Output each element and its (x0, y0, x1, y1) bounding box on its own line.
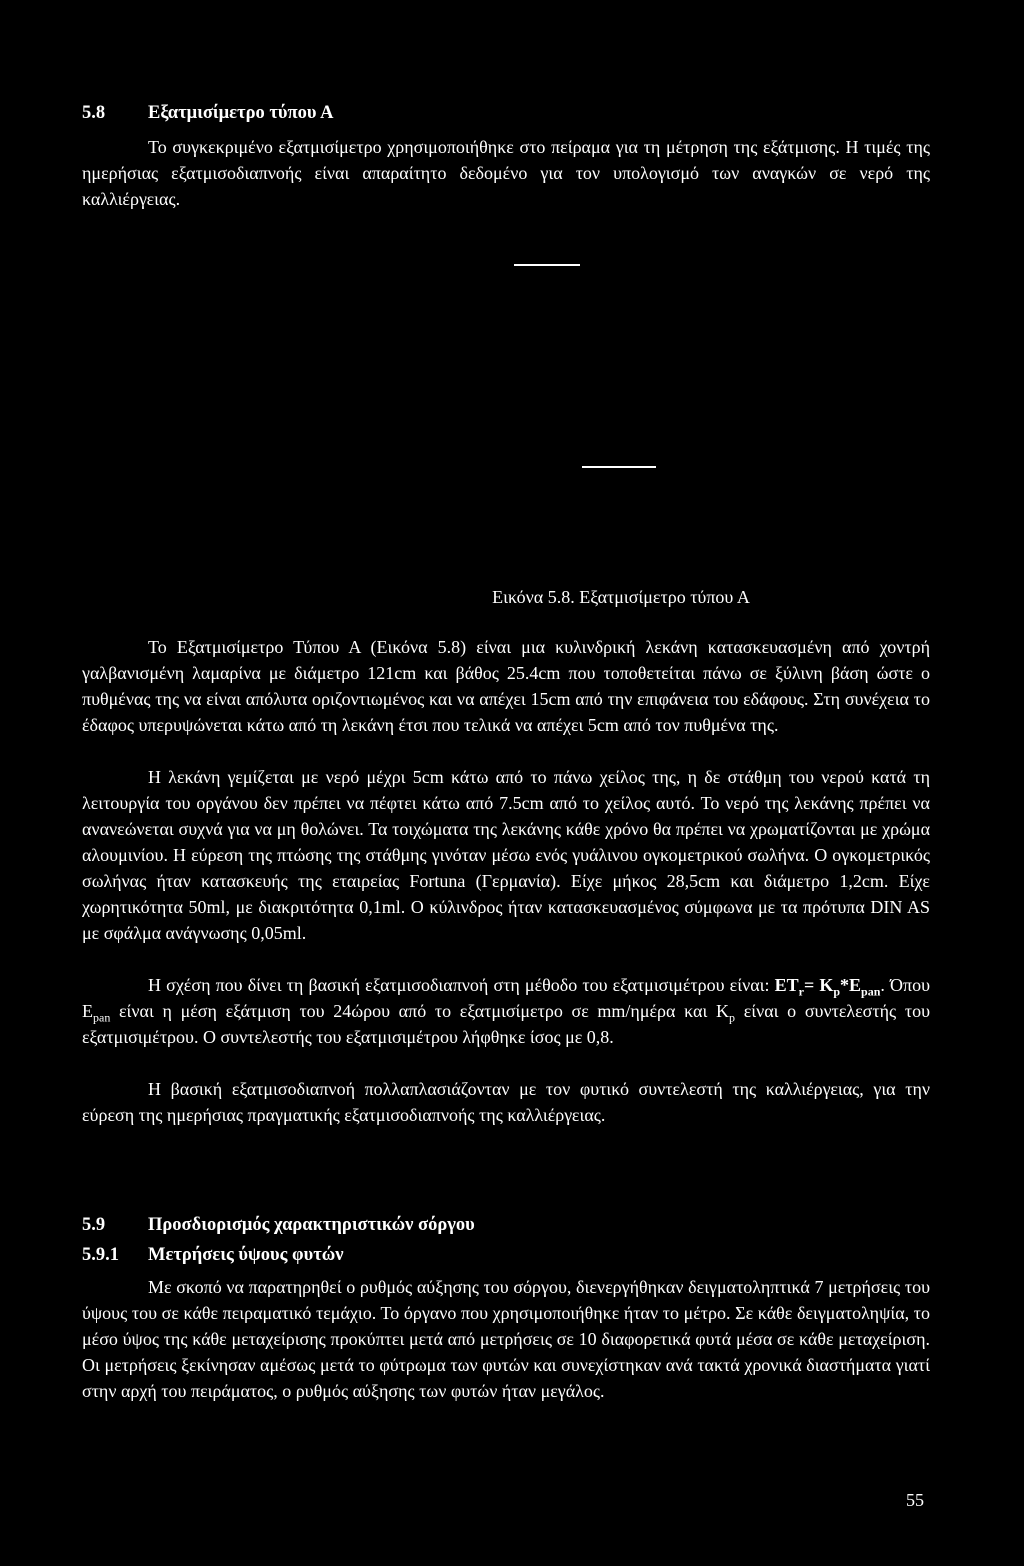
body-paragraph: Η λεκάνη γεμίζεται με νερό μέχρι 5cm κάτω από το πάνω χείλος της, η δε στάθμη του νερού κατά τη λειτουργία του οργάνου δεν πρέπει να πέφτει κάτω από 7.5cm από το χείλος αυτό. Το νερό της λεκάνης πρέπει να ανανεώνεται συχνά για να μη θολώνει. Τα τοιχώματα της λεκάνης κάθε χρόνο θα πρέπει να χρωματίζονται με χρώμα αλουμινίου. Η εύρεση της πτώσης της στάθμης γινόταν μέσω ενός γυάλινου ογκομετρικού σωλήνα. Ο ογκομετρικός σωλήνας ήταν κατασκευής της εταιρείας Fortuna (Γερμανία). Είχε μήκος 28,5cm και διάμετρο 1,2cm. Είχε χωρητικότητα 50ml, με διακριτότητα 0,1ml. Ο κύλινδρος ήταν κατασκευασμένος σύμφωνα με τα πρότυπα DIN AS με σφάλμα ανάγνωσης 0,05ml. (82, 767, 930, 943)
body-paragraph: Το Εξατμισίμετρο Τύπου Α (Εικόνα 5.8) είναι μια κυλινδρική λεκάνη κατασκευασμένη από χοντρή γαλβανισμένη λαμαρίνα με διάμετρο 121cm και βάθος 25.4cm που τοποθετείται πάνω σε ξύλινη βάση ώστε ο πυθμένας της να είναι απόλυτα οριζοντιωμένος και να απέχει 15cm από την επιφάνεια του εδάφους. Στη συνέχεια το έδαφος υπερυψώνεται κάτω από τη λεκάνη έτσι που τελικά να απέχει 5cm από τον πυθμένα της. (82, 637, 930, 735)
figure-mark-top (514, 264, 580, 266)
section-heading-5-9 (82, 1212, 475, 1238)
formula: $ET_r= K_p*E_{pan}$ (774, 975, 881, 999)
intro-paragraph: Το συγκεκριμένο εξατμισίμετρο χρησιμοποιήθηκε στο πείραμα για τη μέτρηση της εξάτμισης. Η τιμές της ημερήσιας εξατμισοδιαπνοής είναι απαραίτητο δεδομένο για τον υπολογισμό των αναγκών σε νερό της καλλιέργειας. (82, 137, 930, 209)
section-5-9-1-paragraph: Με σκοπό να παρατηρηθεί ο ρυθμός αύξησης του σόργου, διενεργήθηκαν δειγματοληπτικά 7 μετρήσεις του ύψους του σε κάθε πειραματικό τεμάχιο. Το όργανο που χρησιμοποιήθηκε ήταν το μέτρο. Σε κάθε δειγματοληψία, το μέσο ύψος της κάθε μεταχείρισης προκύπτει μετά από μετρήσεις σε 10 διαφορετικά φυτά μέσα σε κάθε μεταχείριση. Οι μετρήσεις ξεκίνησαν αμέσως μετά το φύτρωμα των φυτών και συνεχίστηκαν ανά τακτά χρονικά διαστήματα γιατί στην αρχή του πειράματος, ο ρυθμός αύξησης των φυτών ήταν μεγάλος. (82, 1277, 930, 1401)
figure-image (82, 238, 930, 578)
section-heading-5-8 (82, 100, 333, 126)
section-title: Εξατμισίμετρο τύπου Α (148, 103, 334, 123)
section-title: Προσδιορισμός χαρακτηριστικών σόργου (148, 1215, 475, 1235)
section-title: Μετρήσεις ύψους φυτών (148, 1245, 344, 1265)
figure-caption: Εικόνα 5.8. Εξατμισίμετρο τύπου Α (492, 587, 750, 607)
formula-lead: Η σχέση που δίνει τη βασική εξατμισοδιαπνοή στη μέθοδο του εξατμισιμέτρου είναι: (148, 975, 770, 995)
formula-paragraph: Η σχέση που δίνει τη βασική εξατμισοδιαπνοή στη μέθοδο του εξατμισιμέτρου είναι: $ET_r= K_p*E_{pan}$. Όπου $E_{pan}$ είναι η μέση εξάτμιση του 24ώρου από το εξατμισίμετρο σε mm/ημέρα και $K_p$ είναι ο συντελεστής του εξατμισιμέτρου. Ο συντελεστής του εξατμισιμέτρου λήφθηκε ίσος με 0,8. (82, 975, 931, 1047)
section-number: 5.9 (82, 1215, 106, 1235)
page-number: 55 (906, 1490, 924, 1510)
section-number: 5.9.1 (82, 1245, 119, 1265)
figure-mark-bottom (582, 466, 656, 468)
closing-paragraph: Η βασική εξατμισοδιαπνοή πολλαπλασιάζονταν με τον φυτικό συντελεστή της καλλιέργειας, για την εύρεση της ημερήσιας πραγματικής εξατμισοδιαπνοής της καλλιέργειας. (82, 1079, 930, 1125)
section-number: 5.8 (82, 103, 106, 123)
section-heading-5-9-1 (82, 1242, 344, 1268)
